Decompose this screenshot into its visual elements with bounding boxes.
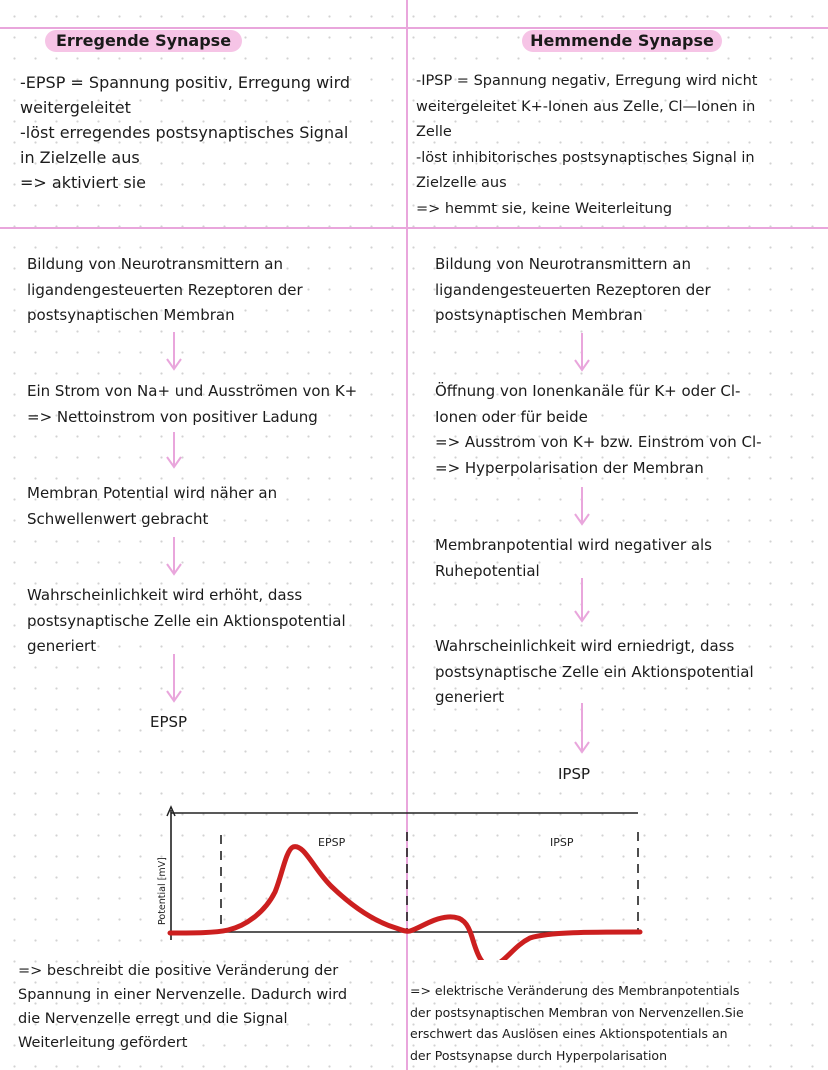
definition-line: Zelle bbox=[416, 124, 452, 141]
left-header-title: Erregende Synapse bbox=[55, 31, 232, 50]
definition-line: -IPSP = Spannung negativ, Erregung wird nicht bbox=[416, 73, 758, 89]
right-step-1 bbox=[435, 252, 711, 329]
step-line: ligandengesteuerten Rezeptoren der bbox=[27, 280, 303, 299]
step-line: Schwellenwert gebracht bbox=[27, 509, 209, 528]
definition-line: => aktiviert sie bbox=[20, 173, 147, 192]
definition-line: weitergeleitet K+-Ionen aus Zelle, Cl—Ionen in bbox=[416, 98, 756, 115]
definition-line: weitergeleitet bbox=[20, 98, 131, 117]
step-line: postsynaptische Zelle ein Aktionspotential bbox=[27, 611, 346, 630]
down-arrow-icon bbox=[574, 703, 590, 755]
step-line: Membranpotential wird negativer als bbox=[435, 536, 713, 554]
definition-line: -löst erregendes postsynaptisches Signal bbox=[20, 123, 349, 142]
left-definition bbox=[20, 70, 350, 195]
down-arrow-icon bbox=[166, 332, 182, 372]
summary-line: Spannung in einer Nervenzelle. Dadurch wird bbox=[18, 987, 348, 1003]
epsp-curve-label: EPSP bbox=[318, 836, 346, 849]
step-line: generiert bbox=[435, 688, 505, 706]
left-header-pill bbox=[45, 30, 242, 52]
header-divider bbox=[0, 27, 828, 29]
summary-line: der postsynaptischen Membran von Nervenzellen.Sie bbox=[410, 1004, 744, 1020]
right-definition bbox=[416, 69, 757, 223]
definition-line: -EPSP = Spannung positiv, Erregung wird bbox=[20, 73, 351, 92]
summary-line: Weiterleitung gefördert bbox=[18, 1035, 188, 1051]
right-step-3 bbox=[435, 533, 712, 584]
down-arrow-icon bbox=[166, 432, 182, 470]
step-line: Bildung von Neurotransmittern an bbox=[27, 255, 283, 273]
step-line: postsynaptische Zelle ein Aktionspotential bbox=[435, 662, 754, 681]
step-line: postsynaptischen Membran bbox=[27, 306, 235, 324]
definition-line: -löst inhibitorisches postsynaptisches Signal in bbox=[416, 149, 755, 166]
summary-line: => elektrische Veränderung des Membranpotentials bbox=[410, 983, 740, 998]
right-step-4 bbox=[435, 634, 754, 711]
left-result-epsp: EPSP bbox=[150, 713, 188, 731]
left-step-3 bbox=[27, 481, 277, 532]
potential-graph bbox=[150, 800, 650, 960]
step-line: => Hyperpolarisation der Membran bbox=[435, 458, 704, 477]
step-line: Bildung von Neurotransmittern an bbox=[435, 255, 691, 273]
left-summary bbox=[18, 959, 347, 1055]
potential-curve bbox=[170, 847, 640, 960]
step-line: ligandengesteuerten Rezeptoren der bbox=[435, 280, 711, 299]
definition-line: in Zielzelle aus bbox=[20, 148, 140, 167]
left-step-2 bbox=[27, 379, 357, 430]
right-header-pill bbox=[522, 30, 722, 52]
definition-line: => hemmt sie, keine Weiterleitung bbox=[416, 200, 673, 217]
summary-line: die Nervenzelle erregt und die Signal bbox=[18, 1011, 288, 1027]
right-result-ipsp: IPSP bbox=[558, 765, 591, 783]
left-step-4 bbox=[27, 583, 346, 660]
down-arrow-icon bbox=[574, 578, 590, 624]
summary-line: erschwert das Auslösen eines Aktionspotentials an bbox=[410, 1026, 728, 1041]
y-axis-label: Potential [mV] bbox=[157, 857, 168, 925]
step-line: Öffnung von Ionenkanäle für K+ oder Cl- bbox=[435, 382, 741, 400]
down-arrow-icon bbox=[166, 654, 182, 704]
step-line: generiert bbox=[27, 637, 97, 655]
step-line: Membran Potential wird näher an bbox=[27, 484, 278, 502]
step-line: postsynaptischen Membran bbox=[435, 306, 643, 324]
right-header-title: Hemmende Synapse bbox=[530, 31, 714, 50]
step-line: Ein Strom von Na+ und Ausströmen von K+ bbox=[27, 382, 358, 400]
step-line: Wahrscheinlichkeit wird erniedrigt, dass bbox=[435, 637, 735, 655]
step-line: => Ausstrom von K+ bzw. Einstrom von Cl- bbox=[435, 433, 762, 451]
step-line: Ruhepotential bbox=[435, 561, 540, 580]
summary-line: => beschreibt die positive Veränderung der bbox=[18, 963, 339, 979]
summary-line: der Postsynapse durch Hyperpolarisation bbox=[410, 1047, 667, 1063]
left-step-1 bbox=[27, 252, 303, 329]
definition-line: Zielzelle aus bbox=[416, 175, 507, 192]
step-line: Wahrscheinlichkeit wird erhöht, dass bbox=[27, 586, 303, 604]
right-summary bbox=[410, 980, 744, 1066]
step-line: => Nettoinstrom von positiver Ladung bbox=[27, 407, 318, 426]
down-arrow-icon bbox=[166, 537, 182, 577]
down-arrow-icon bbox=[574, 333, 590, 373]
step-line: Ionen oder für beide bbox=[435, 407, 588, 426]
definition-divider bbox=[0, 227, 828, 229]
right-step-2 bbox=[435, 379, 762, 481]
ipsp-curve-label: IPSP bbox=[550, 836, 574, 849]
down-arrow-icon bbox=[574, 487, 590, 527]
